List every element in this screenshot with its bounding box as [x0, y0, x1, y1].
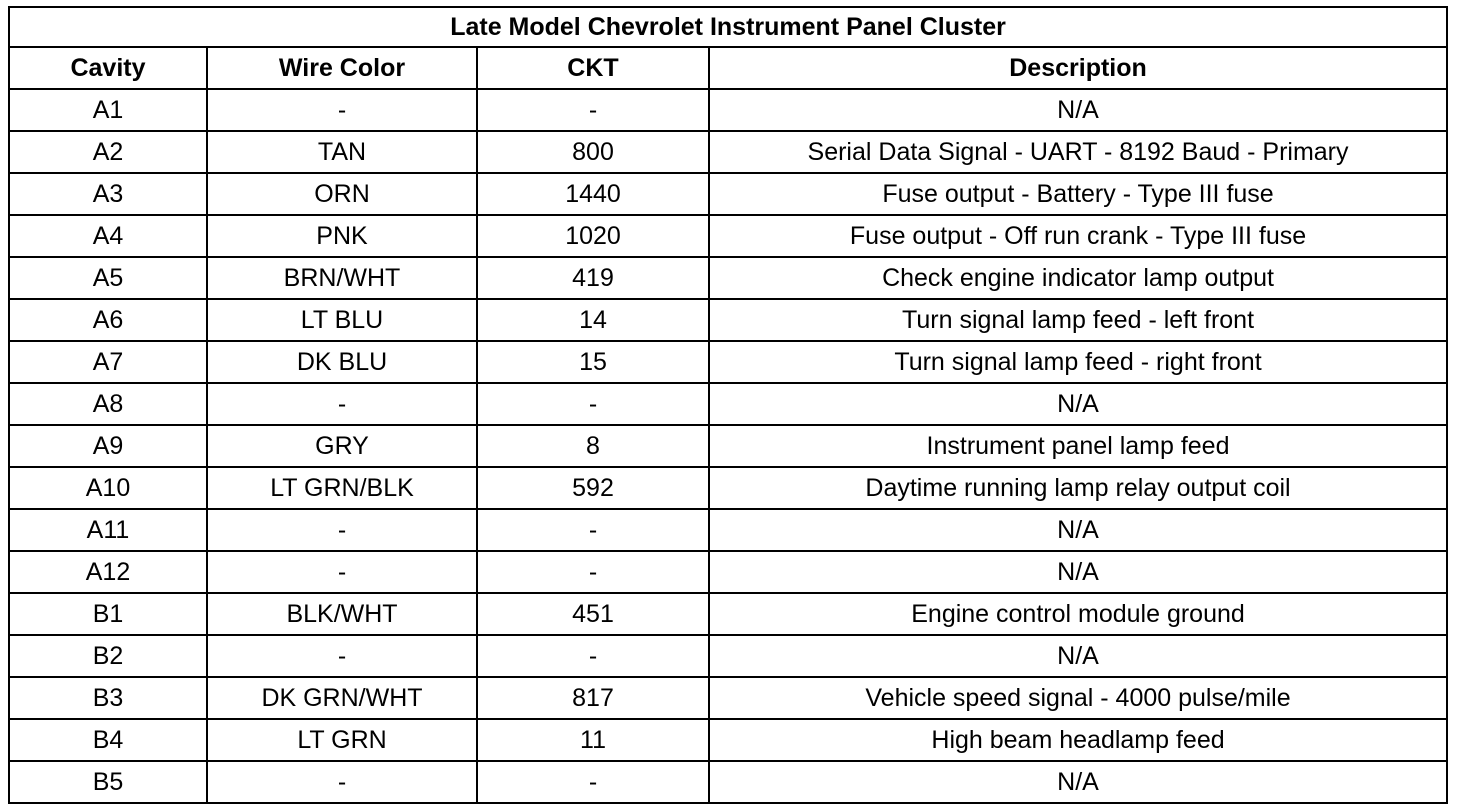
cell-cavity: B2	[9, 635, 207, 677]
cell-description: N/A	[709, 383, 1447, 425]
cell-ckt: 419	[477, 257, 709, 299]
cell-wire-color: DK GRN/WHT	[207, 677, 477, 719]
cell-wire-color: LT BLU	[207, 299, 477, 341]
header-description: Description	[709, 47, 1447, 89]
cell-description: Fuse output - Battery - Type III fuse	[709, 173, 1447, 215]
cell-ckt: 15	[477, 341, 709, 383]
cell-ckt: 817	[477, 677, 709, 719]
cell-description: Vehicle speed signal - 4000 pulse/mile	[709, 677, 1447, 719]
cell-wire-color: DK BLU	[207, 341, 477, 383]
cell-wire-color: -	[207, 551, 477, 593]
cell-description: N/A	[709, 89, 1447, 131]
cell-ckt: -	[477, 89, 709, 131]
cell-description: Check engine indicator lamp output	[709, 257, 1447, 299]
cell-wire-color: BLK/WHT	[207, 593, 477, 635]
wiring-table-container	[8, 6, 1446, 804]
cell-ckt: 11	[477, 719, 709, 761]
cell-cavity: A2	[9, 131, 207, 173]
cell-wire-color: -	[207, 383, 477, 425]
table-row	[9, 509, 1447, 551]
cell-description: Engine control module ground	[709, 593, 1447, 635]
cell-wire-color: -	[207, 761, 477, 803]
table-row	[9, 173, 1447, 215]
table-row	[9, 551, 1447, 593]
cell-ckt: 14	[477, 299, 709, 341]
cell-cavity: A8	[9, 383, 207, 425]
cell-ckt: 1020	[477, 215, 709, 257]
cell-ckt: 451	[477, 593, 709, 635]
cell-wire-color: ORN	[207, 173, 477, 215]
cell-cavity: A10	[9, 467, 207, 509]
cell-cavity: A3	[9, 173, 207, 215]
cell-wire-color: BRN/WHT	[207, 257, 477, 299]
table-row	[9, 677, 1447, 719]
cell-cavity: A7	[9, 341, 207, 383]
cell-wire-color: -	[207, 635, 477, 677]
cell-description: High beam headlamp feed	[709, 719, 1447, 761]
table-row	[9, 299, 1447, 341]
cell-cavity: A4	[9, 215, 207, 257]
cell-description: Daytime running lamp relay output coil	[709, 467, 1447, 509]
header-cavity: Cavity	[9, 47, 207, 89]
cell-wire-color: TAN	[207, 131, 477, 173]
header-row	[9, 47, 1447, 89]
table-row	[9, 383, 1447, 425]
table-row	[9, 341, 1447, 383]
cell-description: Instrument panel lamp feed	[709, 425, 1447, 467]
cell-description: N/A	[709, 509, 1447, 551]
cell-description: Serial Data Signal - UART - 8192 Baud - Primary	[709, 131, 1447, 173]
table-row	[9, 89, 1447, 131]
cell-cavity: A1	[9, 89, 207, 131]
cell-ckt: -	[477, 551, 709, 593]
cell-description: N/A	[709, 551, 1447, 593]
cell-wire-color: PNK	[207, 215, 477, 257]
cell-wire-color: -	[207, 89, 477, 131]
cell-cavity: B3	[9, 677, 207, 719]
cell-cavity: A12	[9, 551, 207, 593]
cell-cavity: B4	[9, 719, 207, 761]
table-title: Late Model Chevrolet Instrument Panel Cluster	[9, 7, 1447, 47]
cell-description: Turn signal lamp feed - right front	[709, 341, 1447, 383]
table-body	[9, 89, 1447, 803]
cell-wire-color: -	[207, 509, 477, 551]
cell-ckt: -	[477, 383, 709, 425]
cell-description: N/A	[709, 761, 1447, 803]
cell-ckt: -	[477, 761, 709, 803]
table-row	[9, 467, 1447, 509]
header-ckt: CKT	[477, 47, 709, 89]
cell-ckt: 592	[477, 467, 709, 509]
header-wire-color: Wire Color	[207, 47, 477, 89]
cell-cavity: A9	[9, 425, 207, 467]
cell-cavity: B1	[9, 593, 207, 635]
cell-ckt: 8	[477, 425, 709, 467]
cell-cavity: A11	[9, 509, 207, 551]
cluster-wiring-table	[8, 6, 1448, 804]
table-row	[9, 257, 1447, 299]
cell-cavity: A6	[9, 299, 207, 341]
cell-description: N/A	[709, 635, 1447, 677]
cell-cavity: B5	[9, 761, 207, 803]
table-row	[9, 215, 1447, 257]
cell-description: Fuse output - Off run crank - Type III fuse	[709, 215, 1447, 257]
cell-wire-color: GRY	[207, 425, 477, 467]
table-row	[9, 131, 1447, 173]
cell-description: Turn signal lamp feed - left front	[709, 299, 1447, 341]
cell-ckt: 1440	[477, 173, 709, 215]
table-row	[9, 425, 1447, 467]
cell-wire-color: LT GRN/BLK	[207, 467, 477, 509]
table-row	[9, 761, 1447, 803]
cell-cavity: A5	[9, 257, 207, 299]
cell-ckt: 800	[477, 131, 709, 173]
table-row	[9, 719, 1447, 761]
title-row	[9, 7, 1447, 47]
cell-ckt: -	[477, 509, 709, 551]
table-row	[9, 635, 1447, 677]
cell-wire-color: LT GRN	[207, 719, 477, 761]
table-row	[9, 593, 1447, 635]
cell-ckt: -	[477, 635, 709, 677]
